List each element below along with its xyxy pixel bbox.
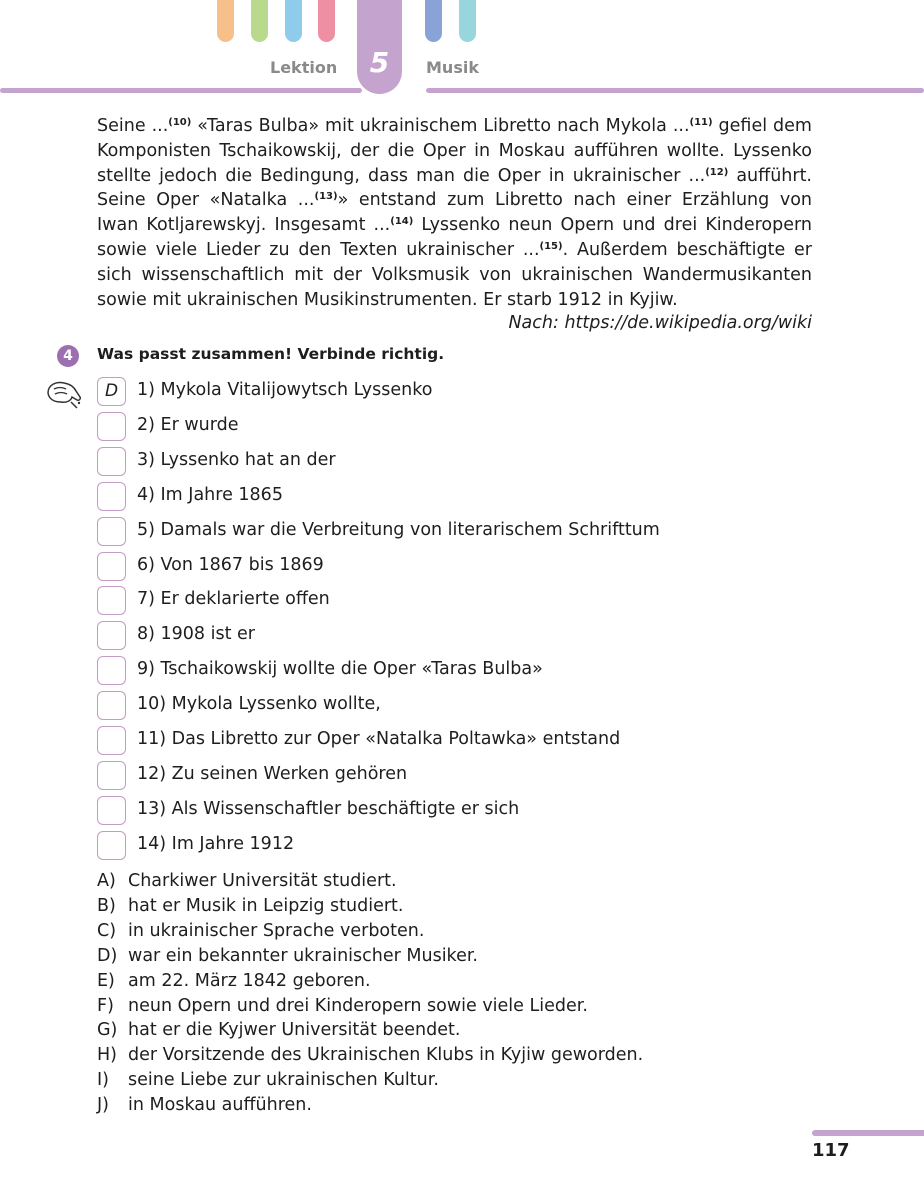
gap-number: (15) — [539, 240, 563, 252]
match-item-text: 6) Von 1867 bis 1869 — [137, 554, 324, 575]
topic-label: Musik — [426, 58, 479, 77]
color-tab-pink — [318, 0, 335, 42]
match-item — [97, 831, 797, 861]
match-item-text: 2) Er wurde — [137, 414, 239, 435]
match-item-text: 4) Im Jahre 1865 — [137, 484, 283, 505]
answer-box[interactable] — [97, 517, 126, 546]
answer-letter: F) — [97, 995, 114, 1016]
match-item-text: 10) Mykola Lyssenko wollte, — [137, 694, 381, 715]
answer-letter: B) — [97, 895, 116, 916]
answer-option — [97, 1045, 797, 1070]
match-item — [97, 482, 797, 512]
paragraph-text: «Taras Bulba» mit ukrainischem Libretto nach Mykola ... — [191, 116, 690, 136]
color-tab-purple — [425, 0, 442, 42]
match-item-text: 1) Mykola Vitalijowytsch Lyssenko — [137, 380, 433, 400]
answer-box[interactable] — [97, 796, 126, 825]
task-number-badge: 4 — [57, 345, 79, 367]
paragraph-text: Iwan Kotljarewskyj. Insgesamt ... — [97, 215, 391, 236]
answer-box[interactable] — [97, 412, 126, 441]
answer-box[interactable] — [97, 586, 126, 615]
match-item-text: 9) Tschaikowskij wollte die Oper «Taras Bulba» — [137, 659, 543, 680]
paragraph-text: Komponisten Tschaikowskij, der die Oper in Moskau aufführen wollte. Lyssenko — [97, 140, 812, 161]
answer-letter: A) — [97, 871, 116, 891]
gap-number: (14) — [390, 216, 414, 228]
answer-text: hat er die Kyjwer Universität beendet. — [128, 1020, 461, 1041]
answer-text: in ukrainischer Sprache verboten. — [128, 920, 425, 941]
answer-text: in Moskau aufführen. — [128, 1095, 312, 1116]
paragraph-line — [97, 188, 812, 213]
answer-letter: E) — [97, 970, 115, 991]
match-item-text: 7) Er deklarierte offen — [137, 589, 330, 610]
answer-option — [97, 1020, 797, 1045]
answer-text: der Vorsitzende des Ukrainischen Klubs in Kyjiw geworden. — [128, 1045, 644, 1066]
paragraph-text: » entstand zum Libretto nach einer Erzählung von — [337, 190, 813, 211]
match-item-text: 3) Lyssenko hat an der — [137, 449, 336, 470]
answer-option — [97, 896, 797, 921]
answer-option — [97, 946, 797, 971]
answer-letter: C) — [97, 920, 117, 941]
answer-text: neun Opern und drei Kinderopern sowie viele Lieder. — [128, 995, 588, 1016]
match-item — [97, 377, 797, 407]
answer-box[interactable] — [97, 831, 126, 860]
paragraph-text: sowie viele Lieder zu den Texten ukrainischer ... — [97, 239, 540, 260]
match-item-text: 11) Das Libretto zur Oper «Natalka Poltawka» entstand — [137, 729, 621, 749]
answer-text: Charkiwer Universität studiert. — [128, 871, 397, 891]
gap-number: (12) — [705, 166, 729, 178]
answer-letter: D) — [97, 945, 118, 966]
match-item — [97, 691, 797, 721]
gap-number: (10) — [168, 117, 192, 128]
reading-paragraph — [97, 114, 812, 312]
paragraph-text: stellte jedoch die Bedingung, dass man die Oper in ukrainischer ... — [97, 165, 706, 186]
answer-option — [97, 1095, 797, 1120]
answer-box[interactable] — [97, 447, 126, 476]
paragraph-text: aufführt. — [728, 165, 812, 186]
answer-box[interactable] — [97, 761, 126, 790]
answer-letter: H) — [97, 1045, 117, 1066]
paragraph-line — [97, 288, 812, 313]
paragraph-line — [97, 238, 812, 263]
answer-option — [97, 871, 797, 896]
match-item — [97, 796, 797, 826]
answer-text: war ein bekannter ukrainischer Musiker. — [128, 945, 478, 966]
answer-box[interactable] — [97, 726, 126, 755]
paragraph-text: sowie mit ukrainischen Musikinstrumenten. Er starb 1912 in Kyjiw. — [97, 289, 678, 310]
header-rule-left — [0, 88, 362, 93]
answer-box[interactable] — [97, 482, 126, 511]
answer-box[interactable]: D — [97, 377, 126, 406]
answer-letter: G) — [97, 1020, 118, 1041]
match-item-text: 5) Damals war die Verbreitung von literarischem Schrifttum — [137, 519, 660, 540]
footer-rule — [812, 1130, 924, 1136]
answer-text: am 22. März 1842 geboren. — [128, 970, 371, 991]
paragraph-text: Seine ... — [97, 116, 169, 136]
page-number: 117 — [812, 1140, 850, 1161]
match-item-text: 8) 1908 ist er — [137, 624, 255, 645]
answer-option — [97, 1070, 797, 1095]
answer-box[interactable] — [97, 621, 126, 650]
match-item-text: 13) Als Wissenschaftler beschäftigte er sich — [137, 798, 520, 819]
match-item — [97, 621, 797, 651]
paragraph-text: sich wissenschaftlich mit der Volksmusik von ukrainischen Wandermusikanten — [97, 264, 812, 285]
answer-box[interactable] — [97, 656, 126, 685]
answer-text: seine Liebe zur ukrainischen Kultur. — [128, 1070, 439, 1091]
answer-option — [97, 971, 797, 996]
match-item — [97, 447, 797, 477]
paragraph-line — [97, 114, 812, 139]
paragraph-text: Lyssenko neun Opern und drei Kinderopern — [413, 215, 812, 236]
answer-letter: I) — [97, 1070, 109, 1091]
color-tab-orange — [217, 0, 234, 42]
color-tab-teal — [459, 0, 476, 42]
lektion-label: Lektion — [270, 58, 338, 77]
match-item — [97, 412, 797, 442]
color-tab-green — [251, 0, 268, 42]
match-item — [97, 586, 797, 616]
answer-text: hat er Musik in Leipzig studiert. — [128, 895, 404, 916]
gap-number: (13) — [314, 191, 338, 203]
match-item — [97, 517, 797, 547]
header-rule-right — [426, 88, 924, 93]
answer-letter: J) — [97, 1095, 109, 1116]
paragraph-text: Seine Oper «Natalka ... — [97, 190, 315, 211]
source-citation: Nach: https://de.wikipedia.org/wiki — [508, 313, 812, 333]
paragraph-text: gefiel dem — [712, 116, 812, 136]
paragraph-line — [97, 164, 812, 189]
answer-option — [97, 921, 797, 946]
paragraph-line — [97, 139, 812, 164]
answer-option — [97, 996, 797, 1021]
lesson-number: 5 — [369, 46, 390, 79]
match-item-text: 12) Zu seinen Werken gehören — [137, 763, 408, 784]
answer-box[interactable] — [97, 552, 126, 581]
writing-hand-icon — [44, 375, 84, 409]
match-item — [97, 656, 797, 686]
color-tab-blue — [285, 0, 302, 42]
paragraph-line — [97, 213, 812, 238]
task-title: Was passt zusammen! Verbinde richtig. — [97, 345, 445, 363]
match-item — [97, 552, 797, 582]
match-item — [97, 761, 797, 791]
paragraph-text: . Außerdem beschäftigte er — [562, 239, 812, 260]
match-item — [97, 726, 797, 756]
paragraph-line — [97, 263, 812, 288]
answer-box[interactable] — [97, 691, 126, 720]
match-item-text: 14) Im Jahre 1912 — [137, 833, 295, 854]
gap-number: (11) — [689, 117, 713, 128]
